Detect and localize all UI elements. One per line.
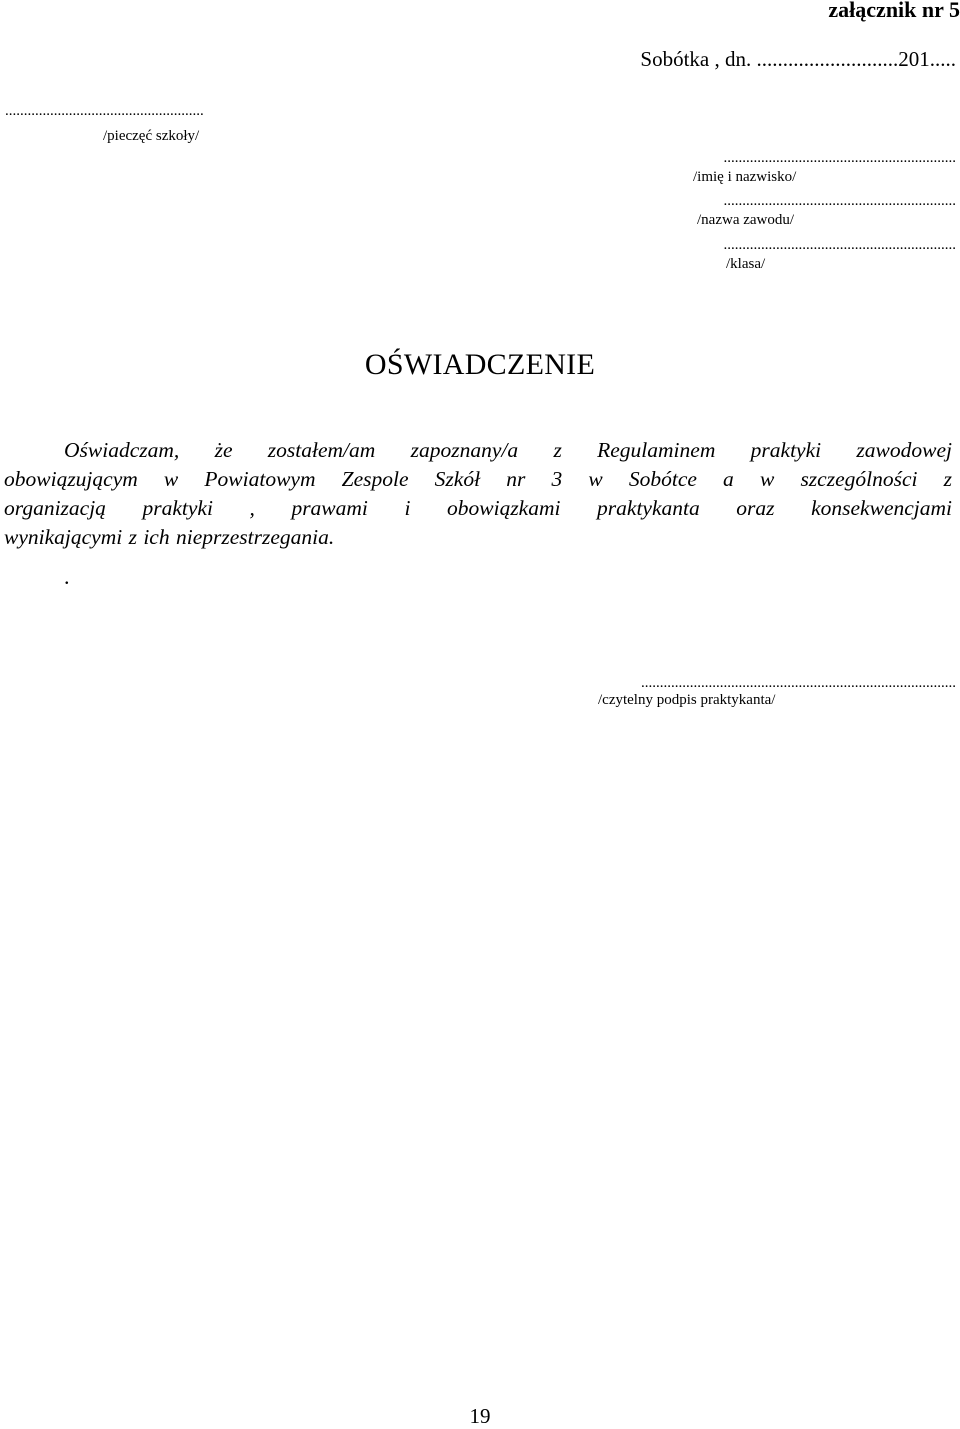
statement-paragraph bbox=[4, 436, 952, 552]
statement-line: obowiązującym w Powiatowym Zespole Szkół nr 3 w Sobótce a w szczególności z bbox=[4, 467, 952, 491]
profession-dotted-line: .............................................................. bbox=[723, 193, 956, 209]
signature-caption: /czytelny podpis praktykanta/ bbox=[598, 692, 776, 708]
document-title: OŚWIADCZENIE bbox=[364, 348, 596, 381]
trailing-dot: . bbox=[64, 564, 70, 589]
place-date: Sobótka , dn. ...........................201..... bbox=[640, 47, 956, 71]
stamp-caption: /pieczęć szkoły/ bbox=[103, 128, 200, 144]
signature-dotted-line: .................................................................................... bbox=[641, 675, 956, 691]
page-number: 19 bbox=[469, 1404, 491, 1428]
name-caption: /imię i nazwisko/ bbox=[693, 169, 797, 185]
class-caption: /klasa/ bbox=[726, 256, 766, 272]
stamp-dotted-line: ..................................................... bbox=[5, 103, 204, 119]
name-dotted-line: .............................................................. bbox=[723, 150, 956, 166]
profession-caption: /nazwa zawodu/ bbox=[697, 212, 795, 228]
attachment-label: załącznik nr 5 bbox=[828, 0, 960, 22]
statement-line: wynikającymi z ich nieprzestrzegania. bbox=[4, 525, 335, 549]
statement-line: Oświadczam, że zostałem/am zapoznany/a z Regulaminem praktyki zawodowej bbox=[64, 438, 952, 462]
statement-line: organizacją praktyki , prawami i obowiązkami praktykanta oraz konsekwencjami bbox=[4, 496, 952, 520]
class-dotted-line: .............................................................. bbox=[723, 237, 956, 253]
